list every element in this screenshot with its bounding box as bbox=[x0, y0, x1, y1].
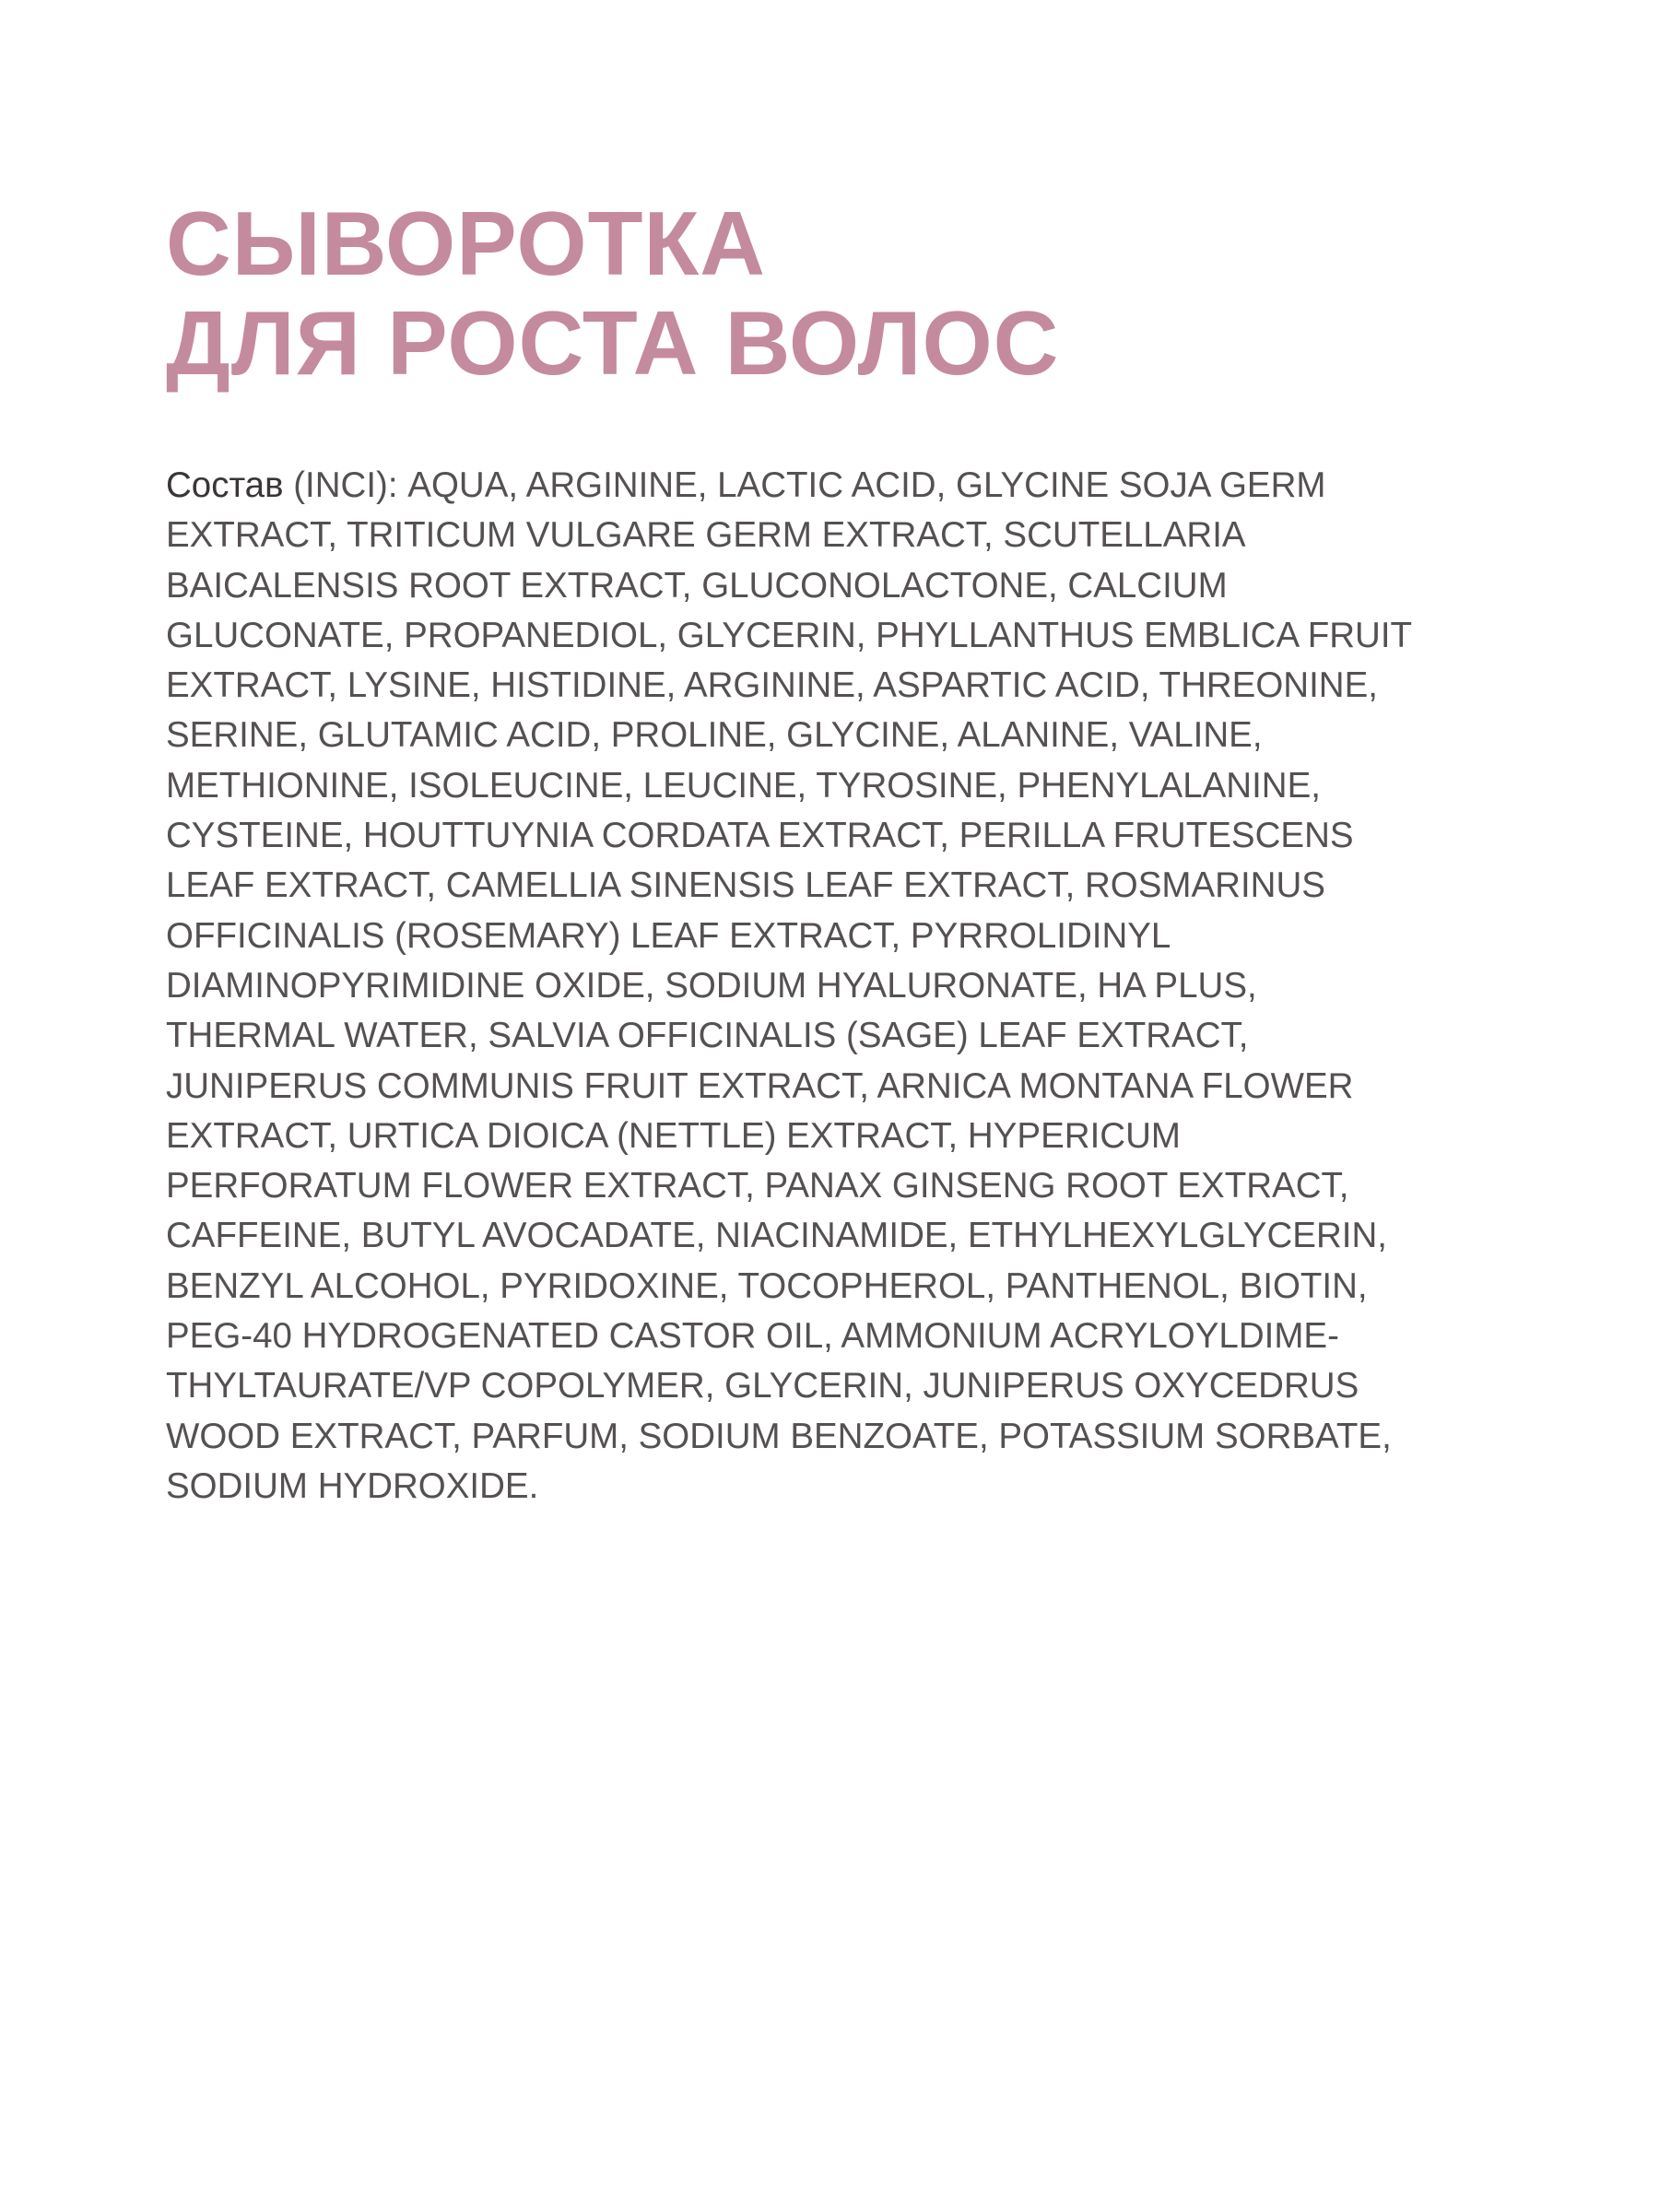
composition-line: SERINE, GLUTAMIC ACID, PROLINE, GLYCINE, ALANINE, VALINE, bbox=[166, 715, 1263, 756]
composition-line: JUNIPERUS COMMUNIS FRUIT EXTRACT, ARNICA MONTANA FLOWER bbox=[166, 1065, 1354, 1106]
composition-text bbox=[166, 461, 1512, 1512]
composition-line: DIAMINOPYRIMIDINE OXIDE, SODIUM HYALURONATE, HA PLUS, bbox=[166, 965, 1257, 1006]
title-line-2: ДЛЯ РОСТА ВОЛОС bbox=[166, 292, 1060, 394]
composition-line: WOOD EXTRACT, PARFUM, SODIUM BENZOATE, POTASSIUM SORBATE, bbox=[166, 1416, 1392, 1456]
composition-line: GLUCONATE, PROPANEDIOL, GLYCERIN, PHYLLANTHUS EMBLICA FRUIT bbox=[166, 615, 1413, 655]
composition-line: METHIONINE, ISOLEUCINE, LEUCINE, TYROSINE, PHENYLALANINE, bbox=[166, 765, 1321, 806]
composition-line: THERMAL WATER, SALVIA OFFICINALIS (SAGE) LEAF EXTRACT, bbox=[166, 1016, 1249, 1056]
composition-line: BENZYL ALCOHOL, PYRIDOXINE, TOCOPHEROL, PANTHENOL, BIOTIN, bbox=[166, 1265, 1368, 1306]
title-line-1: СЫВОРОТКА bbox=[166, 193, 767, 294]
composition-line: EXTRACT, LYSINE, HISTIDINE, ARGININE, ASPARTIC ACID, THREONINE, bbox=[166, 665, 1378, 706]
composition-line: EXTRACT, TRITICUM VULGARE GERM EXTRACT, SCUTELLARIA bbox=[166, 515, 1246, 556]
composition-line bbox=[166, 461, 1512, 511]
composition-line: LEAF EXTRACT, CAMELLIA SINENSIS LEAF EXTRACT, ROSMARINUS bbox=[166, 865, 1325, 906]
composition-line: OFFICINALIS (ROSEMARY) LEAF EXTRACT, PYRROLIDINYL bbox=[166, 915, 1171, 956]
composition-line: CYSTEINE, HOUTTUYNIA CORDATA EXTRACT, PERILLA FRUTESCENS bbox=[166, 816, 1354, 856]
composition-line: SODIUM HYDROXIDE. bbox=[166, 1465, 539, 1506]
composition-line-text: (INCI): AQUA, ARGININE, LACTIC ACID, GLYCINE SOJA GERM bbox=[283, 465, 1326, 505]
product-title bbox=[166, 194, 1512, 393]
composition-line: PERFORATUM FLOWER EXTRACT, PANAX GINSENG ROOT EXTRACT, bbox=[166, 1166, 1349, 1206]
composition-line: EXTRACT, URTICA DIOICA (NETTLE) EXTRACT, HYPERICUM bbox=[166, 1115, 1181, 1156]
composition-line: PEG-40 HYDROGENATED CASTOR OIL, AMMONIUM ACRYLOYLDIME- bbox=[166, 1316, 1339, 1357]
composition-line: BAICALENSIS ROOT EXTRACT, GLUCONOLACTONE, CALCIUM bbox=[166, 565, 1228, 606]
composition-line: CAFFEINE, BUTYL AVOCADATE, NIACINAMIDE, ETHYLHEXYLGLYCERIN, bbox=[166, 1216, 1387, 1256]
composition-label: Состав bbox=[166, 465, 284, 505]
composition-line: THYLTAURATE/VP COPOLYMER, GLYCERIN, JUNIPERUS OXYCEDRUS bbox=[166, 1366, 1359, 1406]
